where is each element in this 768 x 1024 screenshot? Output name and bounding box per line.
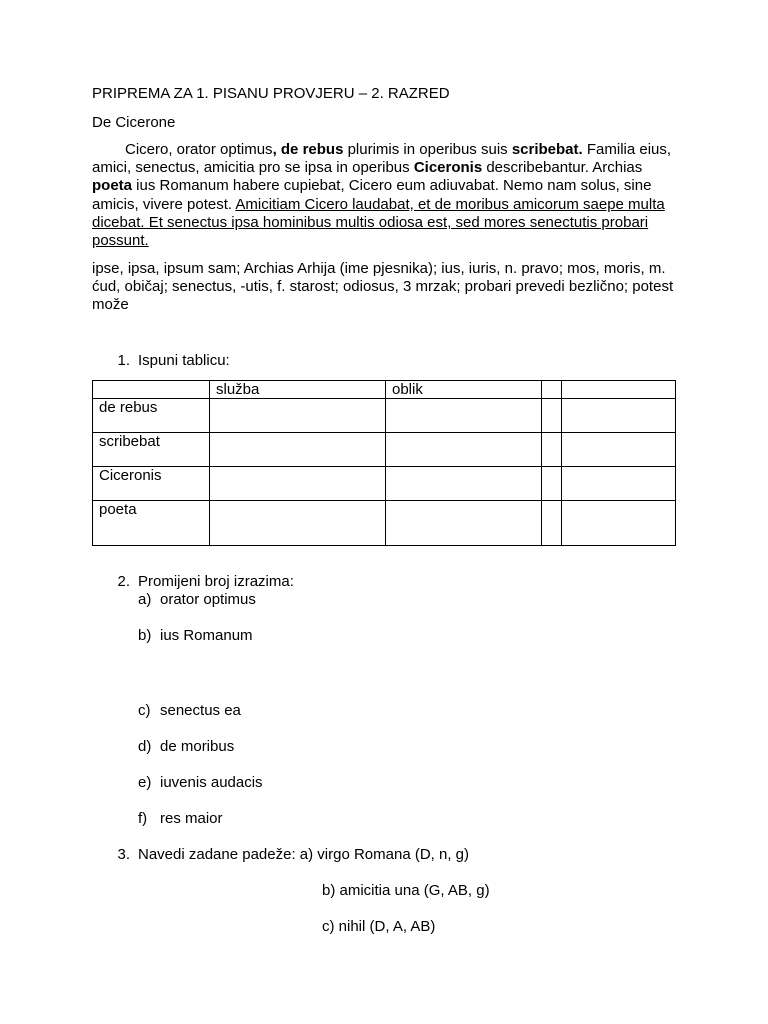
task-2-heading [110, 573, 294, 591]
glossary: ipse, ipsa, ipsum sam; Archias Arhija (ime pjesnika); ius, iuris, n. pravo; mos, moris, m. ćud, običaj; senectus, -utis, f. starost; odiosus, 3 mrzak; probari prevedi bezlično; potest može [92, 260, 674, 314]
page-title: PRIPREMA ZA 1. PISANU PROVJERU – 2. RAZRED [92, 85, 450, 102]
item-letter: d) [138, 738, 152, 755]
passage-text: describebantur. Archias [482, 159, 643, 177]
passage-title: De Cicerone [92, 114, 176, 131]
list-item [138, 810, 223, 828]
task-label: Ispuni tablicu: [138, 352, 230, 369]
item-letter: f) [138, 810, 148, 827]
answer-cell[interactable] [386, 399, 542, 433]
passage-text: ius Romanum habere cupiebat, Cicero eum adiuvabat. Nemo nam solus, sine amicis, vivere potest. [92, 177, 652, 213]
task-3-heading [110, 846, 469, 864]
table-row-label: de rebus [93, 399, 210, 433]
passage-text: Cicero, orator optimus [125, 141, 273, 158]
table-row [93, 399, 676, 433]
bold-term-de-rebus: , de rebus [272, 141, 344, 158]
answer-cell[interactable] [562, 501, 676, 546]
item-letter: b) [138, 627, 152, 644]
answer-cell[interactable] [210, 467, 386, 501]
table-row [93, 467, 676, 501]
item-text: orator optimus [160, 591, 256, 608]
task-1-heading [110, 352, 230, 370]
task-number: 1. [117, 352, 130, 369]
task-number: 3. [117, 846, 130, 863]
item-letter: a) [138, 591, 152, 608]
answer-cell[interactable] [386, 433, 542, 467]
table-header-cell [93, 381, 210, 399]
table-row-label: Ciceronis [93, 467, 210, 501]
underlined-sentences: Amicitiam Cicero laudabat, et de moribus amicorum saepe multa dicebat. Et senectus ipsa hominibus multis odiosa est, sed mores senectutis probari possunt. [92, 195, 665, 250]
list-item [138, 702, 241, 720]
latin-passage [92, 141, 682, 250]
table-header-cell [562, 381, 676, 399]
list-item [138, 627, 253, 645]
table-row-label: poeta [93, 501, 210, 546]
passage-text: Familia eius, amici, senectus, amicitia pro se ipsa in operibus [92, 141, 672, 177]
bold-term-poeta: poeta [92, 177, 133, 195]
item-text: res maior [160, 810, 223, 827]
answer-cell[interactable] [386, 501, 542, 546]
list-item: c) nihil (D, A, AB) [322, 918, 436, 935]
answer-cell[interactable] [210, 501, 386, 546]
item-text: ius Romanum [160, 627, 253, 644]
task-label: Promijeni broj izrazima: [138, 573, 294, 590]
table-row-label: scribebat [93, 433, 210, 467]
answer-cell[interactable] [542, 433, 562, 467]
item-text: de moribus [160, 738, 235, 755]
answer-cell[interactable] [542, 501, 562, 546]
answer-cell[interactable] [542, 399, 562, 433]
list-item: b) amicitia una (G, AB, g) [322, 882, 490, 899]
list-item [138, 591, 256, 609]
answer-cell[interactable] [562, 467, 676, 501]
item-letter: e) [138, 774, 152, 791]
table-row [93, 501, 676, 546]
table-header-cell: služba [210, 381, 386, 399]
bold-term-scribebat: scribebat. [511, 141, 583, 158]
table-header-row [93, 381, 676, 399]
item-letter: c) [138, 702, 151, 719]
table-header-cell: oblik [386, 381, 542, 399]
bold-term-ciceronis: Ciceronis [413, 159, 483, 177]
item-text: senectus ea [160, 702, 241, 719]
task-label: Navedi zadane padeže: a) virgo Romana (D, n, g) [138, 846, 470, 863]
answer-cell[interactable] [542, 467, 562, 501]
item-text: iuvenis audacis [160, 774, 263, 791]
answer-cell[interactable] [562, 433, 676, 467]
answer-cell[interactable] [210, 433, 386, 467]
answer-cell[interactable] [386, 467, 542, 501]
table-header-cell [542, 381, 562, 399]
answer-cell[interactable] [210, 399, 386, 433]
analysis-table [92, 380, 676, 546]
list-item [138, 738, 234, 756]
table-row [93, 433, 676, 467]
list-item [138, 774, 263, 792]
answer-cell[interactable] [562, 399, 676, 433]
task-number: 2. [117, 573, 130, 590]
passage-text: plurimis in operibus suis [343, 141, 512, 158]
